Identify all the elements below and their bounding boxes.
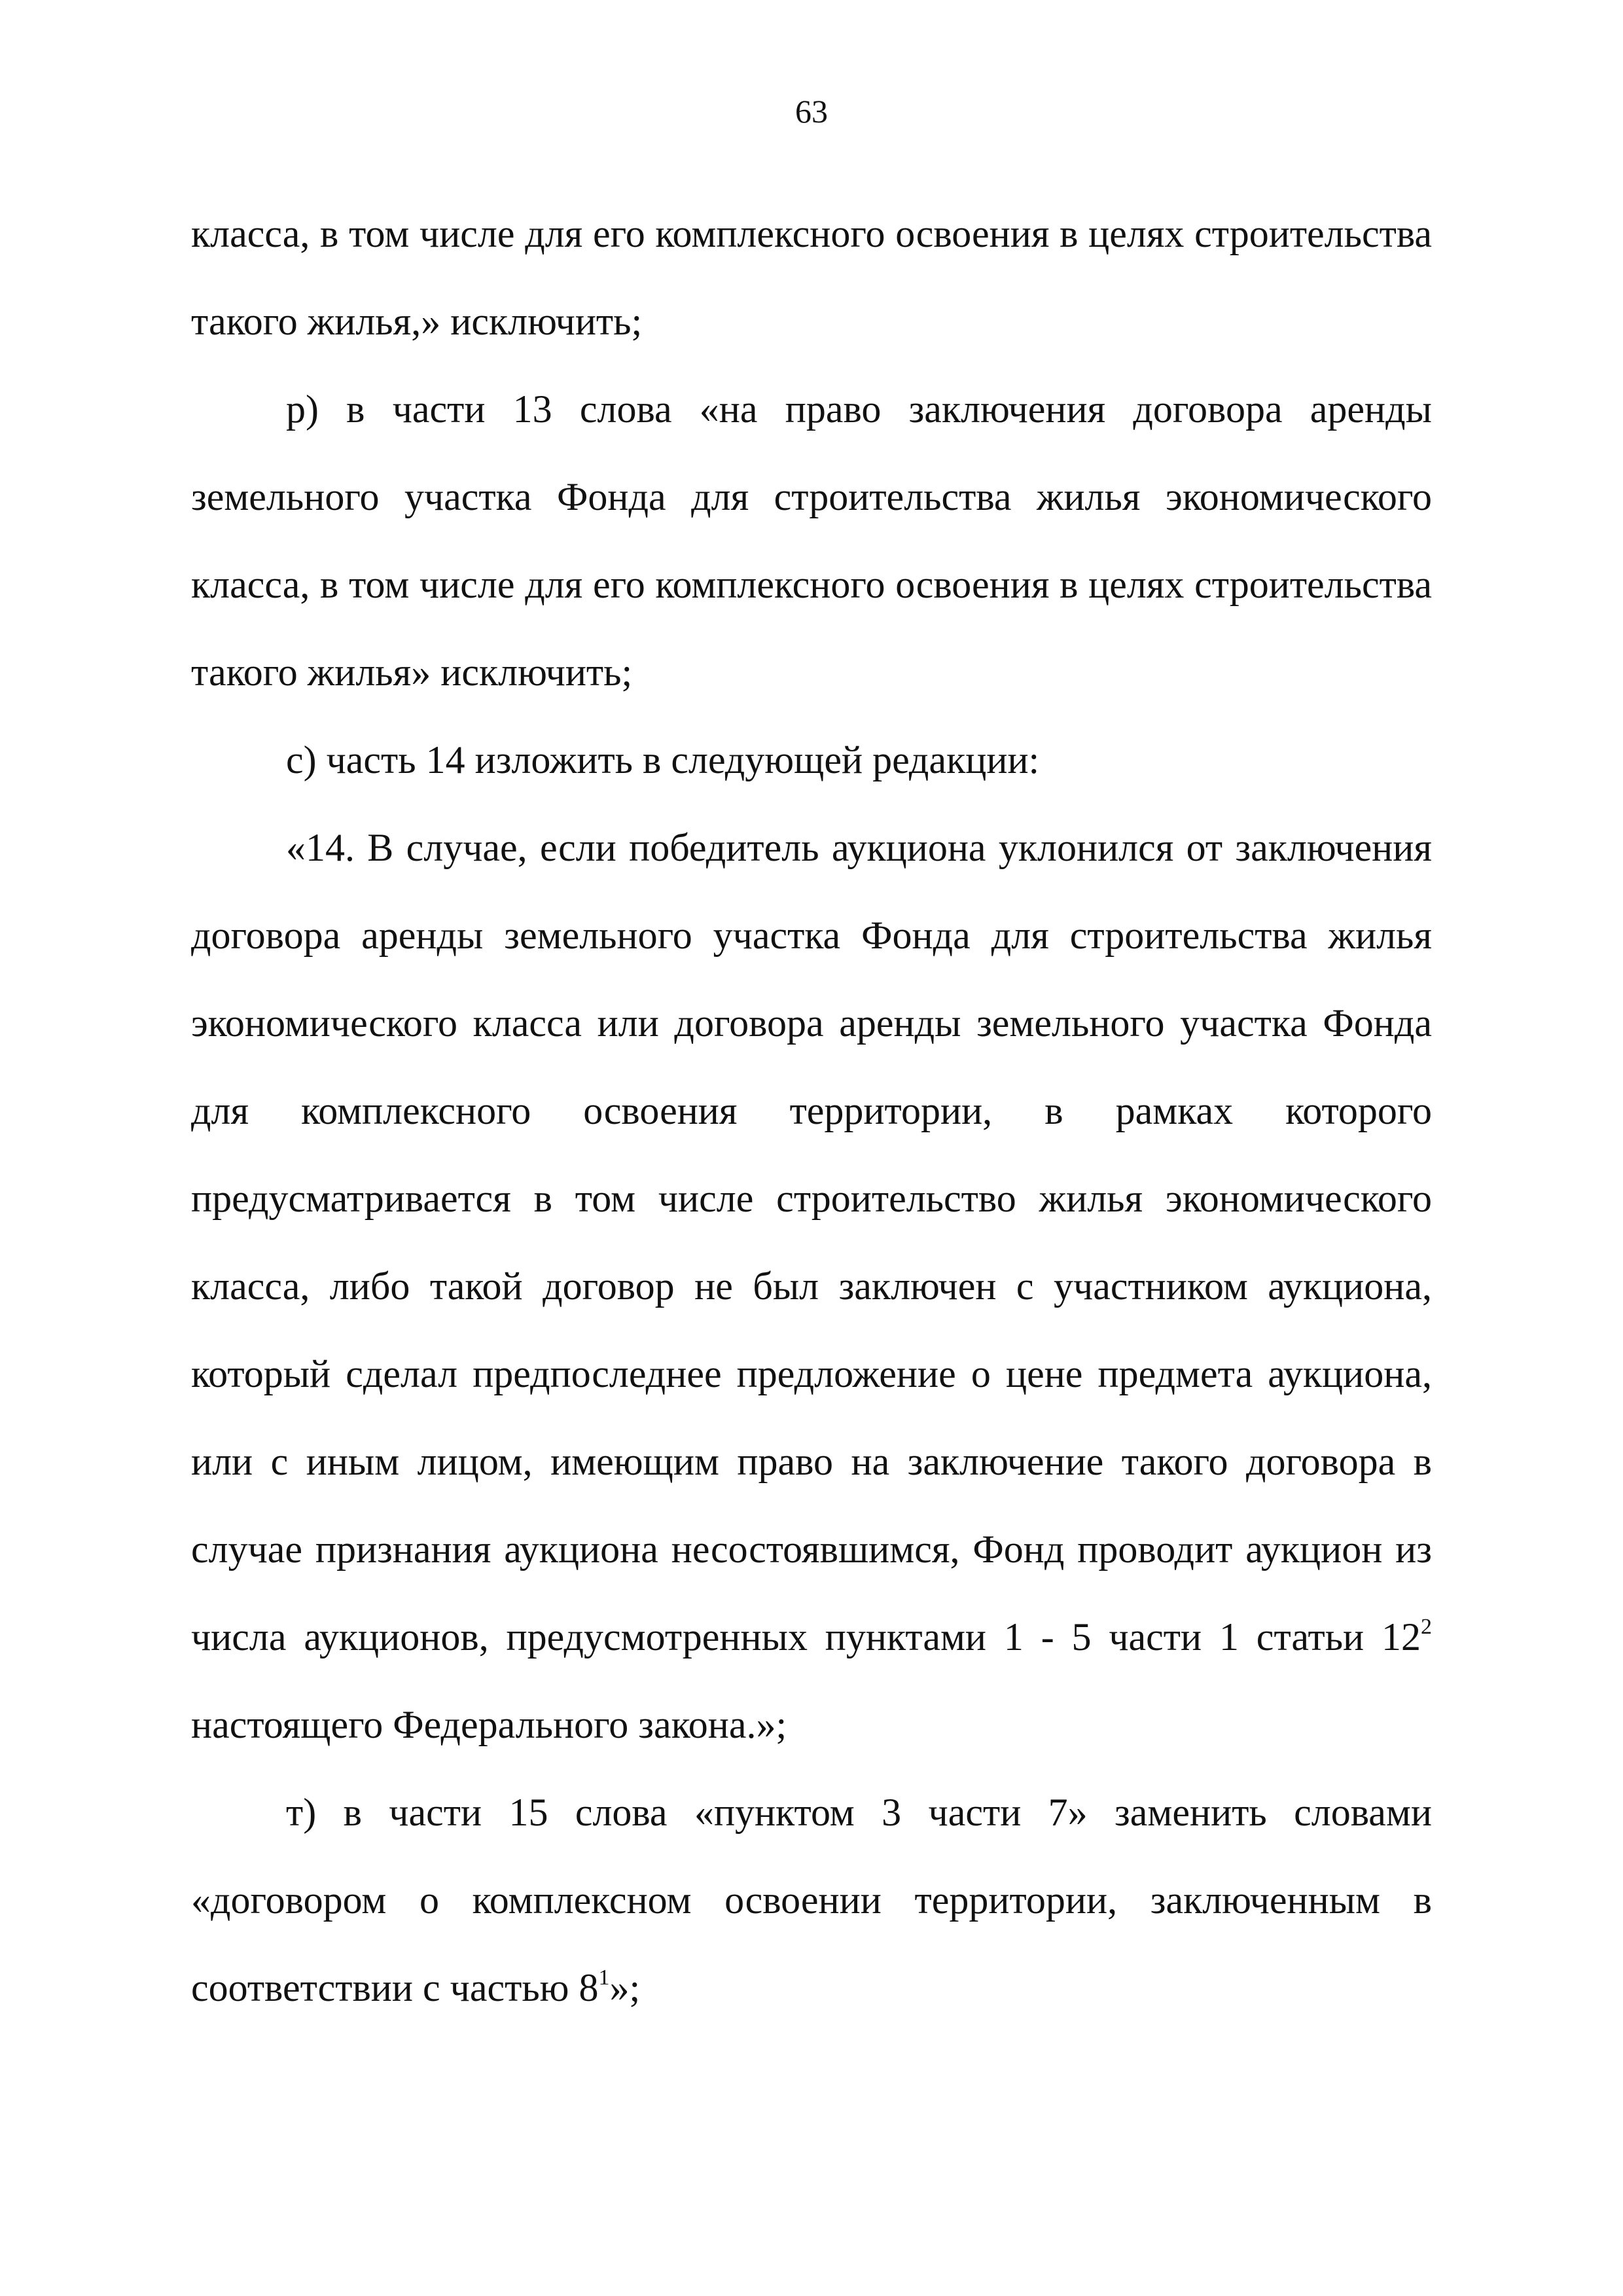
paragraph-item-t-text: т) в части 15 слова «пунктом 3 части 7» заменить словами «договором о комплексном освоении территории, заключенным в соответствии с частью 8 [191, 1791, 1432, 2009]
paragraph-part-14 [191, 804, 1432, 1768]
paragraph-item-r: р) в части 13 слова «на право заключения договора аренды земельного участка Фонда для строительства жилья экономического класса, в том числе для его комплексного освоения в целях строительства такого жилья» исключить; [191, 387, 1432, 694]
paragraph-item-t-tail: »; [609, 1966, 641, 2009]
document-body [191, 190, 1432, 2032]
superscript: 1 [598, 1965, 610, 1990]
paragraph-continuation: класса, в том числе для его комплексного освоения в целях строительства такого жилья,» исключить; [191, 212, 1432, 343]
superscript: 2 [1421, 1615, 1432, 1639]
paragraph-item-s: с) часть 14 изложить в следующей редакции: [286, 738, 1040, 781]
paragraph-part-14-tail: настоящего Федерального закона.»; [191, 1703, 787, 1746]
paragraph-item-t [191, 1768, 1432, 2032]
paragraph-part-14-text: «14. В случае, если победитель аукциона уклонился от заключения договора аренды земельного участка Фонда для строительства жилья экономического класса или договора аренды земельного участка Фонда для комплексного освоения территории, в рамках которого предусматривается в том числе строительство жилья экономического класса, либо такой договор не был заключен с участником аукциона, который сделал предпоследнее предложение о цене предмета аукциона, или с иным лицом, имеющим право на заключение такого договора в случае признания аукциона несостоявшимся, Фонд проводит аукцион из числа аукционов, предусмотренных пунктами 1 - 5 части 1 статьи 12 [191, 826, 1432, 1659]
page-number: 63 [795, 93, 828, 130]
